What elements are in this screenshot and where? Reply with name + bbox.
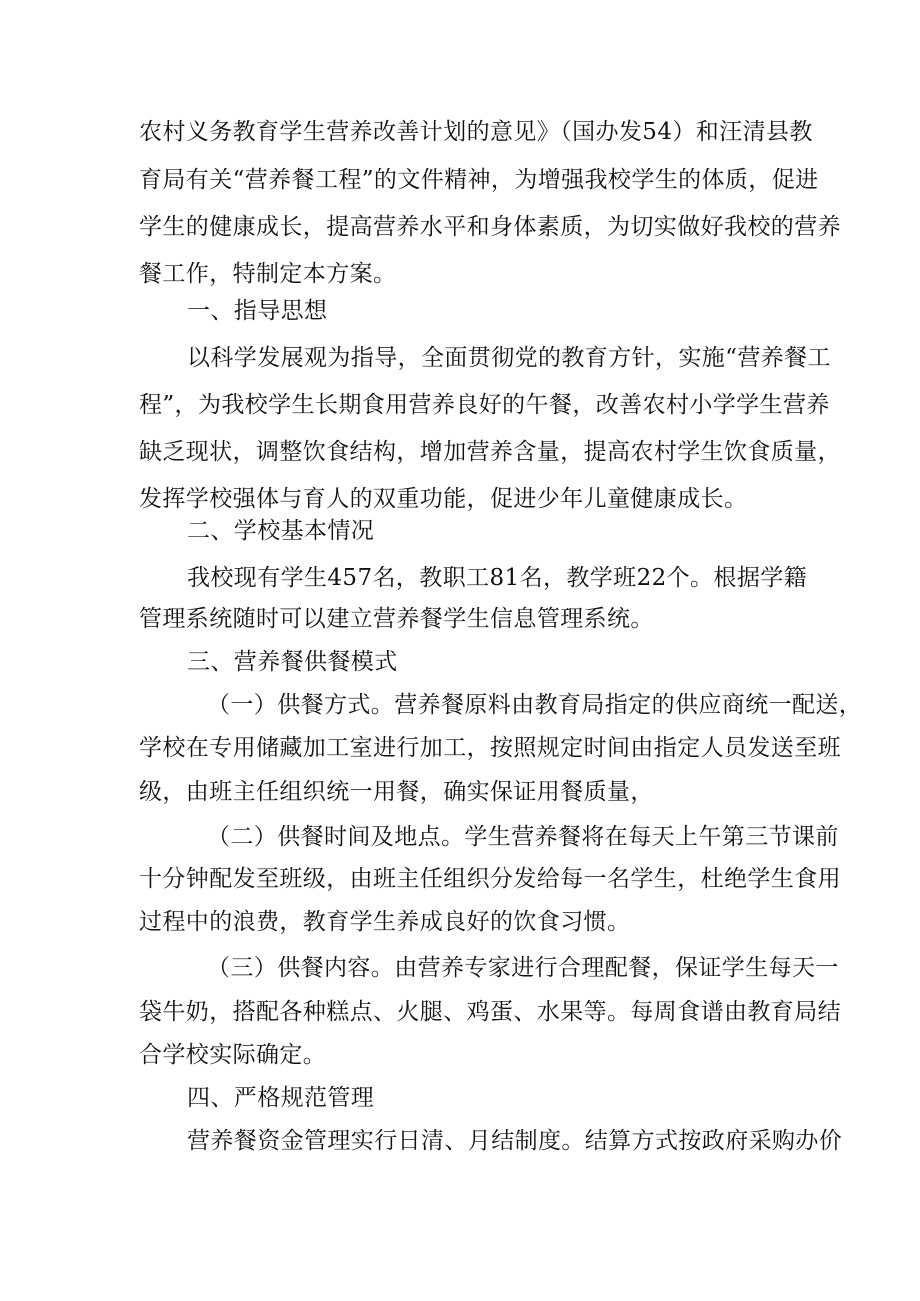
supply-content-line-1: （三）供餐内容。由营养专家进行合理配餐，保证学生每天一 bbox=[207, 955, 839, 981]
supply-time-line-1: （二）供餐时间及地点。学生营养餐将在每天上午第三节课前 bbox=[207, 824, 839, 850]
guiding-thought-line-3: 缺乏现状，调整饮食结构，增加营养含量，提高农村学生饮食质量， bbox=[139, 439, 841, 465]
intro-line-4: 餐工作，特制定本方案。 bbox=[139, 261, 397, 287]
guiding-thought-line-4: 发挥学校强体与育人的双重功能，促进少年儿童健康成长。 bbox=[139, 486, 748, 512]
intro-line-3: 学生的健康成长，提高营养水平和身体素质，为切实做好我校的营养 bbox=[139, 214, 841, 240]
supply-time-line-3: 过程中的浪费，教育学生养成良好的饮食习惯。 bbox=[139, 909, 631, 935]
supply-method-line-1: （一）供餐方式。营养餐原料由教育局指定的供应商统一配送， bbox=[207, 692, 863, 718]
school-info-line-1: 我校现有学生457名，教职工81名，教学班22个。根据学籍 bbox=[187, 565, 808, 591]
supply-method-line-2: 学校在专用储藏加工室进行加工，按照规定时间由指定人员发送至班 bbox=[139, 735, 841, 761]
supply-content-line-3: 合学校实际确定。 bbox=[139, 1042, 327, 1068]
supply-method-line-3: 级，由班主任组织统一用餐，确实保证用餐质量， bbox=[139, 779, 654, 805]
section-heading-management: 四、严格规范管理 bbox=[187, 1085, 375, 1111]
guiding-thought-line-2: 程”，为我校学生长期食用营养良好的午餐，改善农村小学学生营养 bbox=[139, 392, 830, 418]
school-info-line-2: 管理系统随时可以建立营养餐学生信息管理系统。 bbox=[139, 606, 654, 632]
intro-line-2: 育局有关“营养餐工程”的文件精神，为增强我校学生的体质，促进 bbox=[139, 167, 819, 193]
section-heading-supply-mode: 三、营养餐供餐模式 bbox=[187, 649, 398, 675]
management-line-1: 营养餐资金管理实行日清、月结制度。结算方式按政府采购办价 bbox=[187, 1128, 843, 1154]
supply-content-line-2: 袋牛奶，搭配各种糕点、火腿、鸡蛋、水果等。每周食谱由教育局结 bbox=[139, 999, 841, 1025]
supply-time-line-2: 十分钟配发至班级，由班主任组织分发给每一名学生，杜绝学生食用 bbox=[139, 866, 841, 892]
intro-line-1: 农村义务教育学生营养改善计划的意见》（国办发54）和汪清县教 bbox=[139, 119, 813, 145]
guiding-thought-line-1: 以科学发展观为指导，全面贯彻党的教育方针，实施“营养餐工 bbox=[187, 345, 831, 371]
section-heading-guiding-thought: 一、指导思想 bbox=[187, 298, 328, 324]
section-heading-school-info: 二、学校基本情况 bbox=[187, 518, 375, 544]
